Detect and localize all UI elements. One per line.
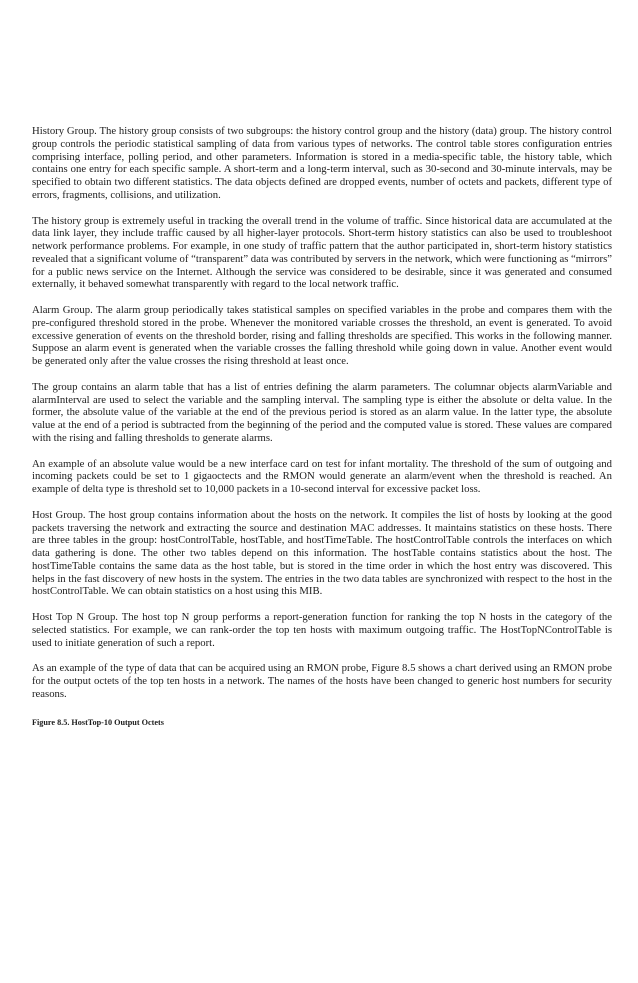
paragraph-alarm-group: Alarm Group. The alarm group periodically takes statistical samples on specified variables in the probe and compares them with the pre-configured threshold stored in the probe. Whenever the monitored variable crosses the threshold, an event is generated. To avoid excessive generation of events on the threshold border, rising and falling thresholds are specified. This works in the following manner. Suppose an alarm event is generated when the variable crosses the falling threshold while going down in value. Another event would be generated only after the value crosses the rising threshold at least once.	[32, 304, 612, 367]
paragraph-host-group: Host Group. The host group contains information about the hosts on the network. It compiles the list of hosts by looking at the good packets traversing the network and extracting the source and destination MAC addresses. It maintains statistics on these hosts. There are three tables in the group: hostControlTable, hostTable, and hostTimeTable. The hostControlTable controls the interfaces on which data gathering is done. The other two tables depend on this information. The hostTable contains statistics about the host. The hostTimeTable contains the same data as the host table, but is stored in the time order in which the host entry was discovered. This helps in the fast discovery of new hosts in the system. The entries in the two data tables are synchronized with respect to the host in the hostControlTable. We can obtain statistics on a host using this MIB.	[32, 508, 612, 598]
paragraph-alarm-example: An example of an absolute value would be a new interface card on test for infant mortality. The threshold of the sum of outgoing and incoming packets could be set to 1 gigaoctects and the RMON would generate an alarm/event when the threshold is reached. An example of delta type is threshold set to 10,000 packets in a 10-second interval for excessive packet loss.	[32, 457, 612, 495]
paragraph-host-top-n-group: Host Top N Group. The host top N group performs a report-generation function for ranking the top N hosts in the category of the selected statistics. For example, we can rank-order the top ten hosts with maximum outgoing traffic. The HostTopNControlTable is used to initiate generation of such a report.	[32, 611, 612, 649]
figure-caption: Figure 8.5. HostTop-10 Output Octets	[32, 717, 164, 727]
paragraph-history-usefulness: The history group is extremely useful in tracking the overall trend in the volume of traffic. Since historical data are accumulated at the data link layer, they include traffic caused by all higher-layer protocols. Short-term history statistics can also be used to troubleshoot network performance problems. For example, in one study of traffic pattern that the author participated in, short-term history statistics revealed that a significant volume of “transparent” data was contributed by servers in the network, which were functioning as “mirrors” for a public news service on the Internet. Although the service was considered to be desirable, since it was generated and consumed externally, it behaved somewhat transparently with regard to the local network traffic.	[32, 214, 612, 291]
paragraph-alarm-table: The group contains an alarm table that has a list of entries defining the alarm parameters. The columnar objects alarmVariable and alarmInterval are used to select the variable and the sampling interval. The sampling type is either the absolute or delta value. In the former, the absolute value of the variable at the end of the previous period is stored as an alarm value. In the latter type, the absolute value at the end of a period is subtracted from the beginning of the period and the computed value is stored. These values are compared with the rising and falling thresholds to generate alarms.	[32, 380, 612, 444]
paragraph-history-group: History Group. The history group consists of two subgroups: the history control group and the history (data) group. The history control group controls the periodic statistical sampling of data from various types of networks. The control table stores configuration entries comprising interface, polling period, and other parameters. Information is stored in a media-specific table, the history table, which contains one entry for each specific sample. A short-term and a long-term interval, such as 30-second and 30-minute intervals, may be specified to obtain two different statistics. The data objects defined are dropped events, number of octets and packets, different type of errors, fragments, collisions, and utilization.	[32, 125, 612, 201]
paragraph-rmon-example: As an example of the type of data that can be acquired using an RMON probe, Figure 8.5 shows a chart derived using an RMON probe for the output octets of the top ten hosts in a network. The names of the hosts have been changed to generic host numbers for security reasons.	[32, 662, 612, 700]
document-page	[32, 125, 612, 729]
